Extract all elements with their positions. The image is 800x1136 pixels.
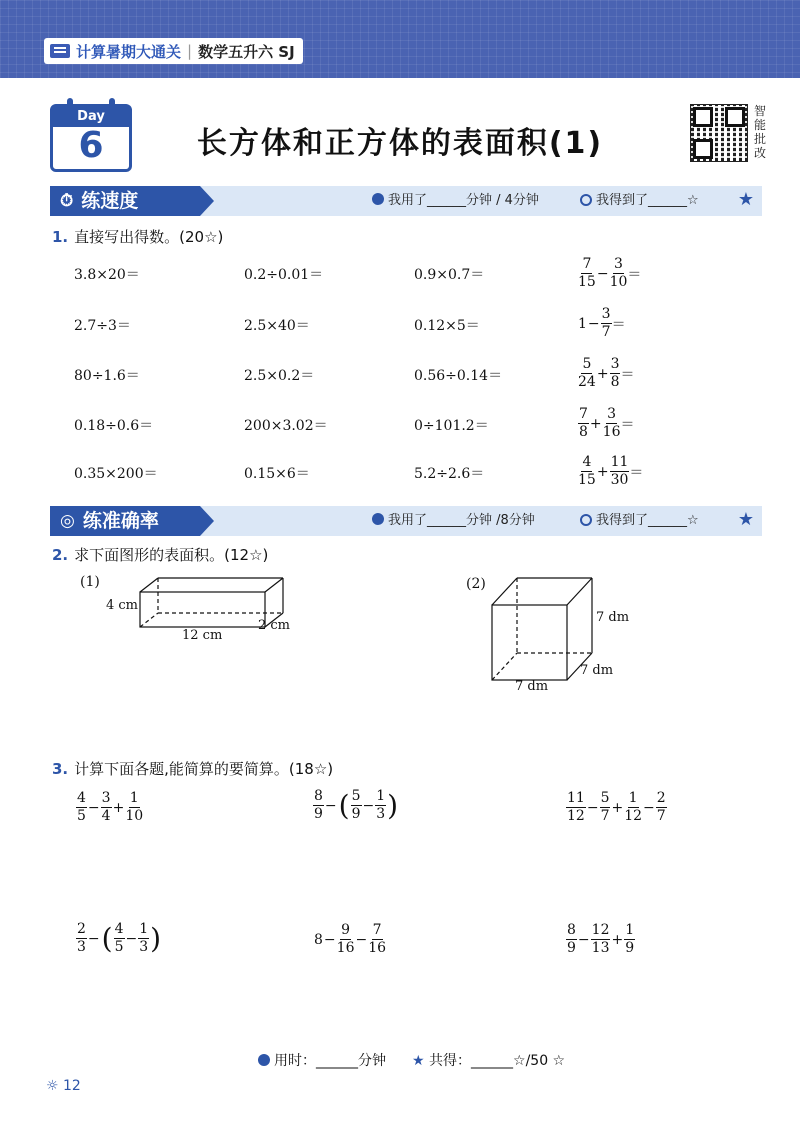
section-accuracy-tag <box>50 506 200 536</box>
question-2-prompt: 2. 求下面图形的表面积。(12☆) <box>52 546 269 564</box>
sun-icon: ☼ <box>46 1078 59 1094</box>
section-speed-tag <box>50 186 200 216</box>
q1-fraction-item: 1 − $\frac{3}{7}$ ＝ <box>578 306 626 340</box>
section-speed-bar <box>50 186 762 216</box>
q1-item: 0.9×0.7＝ <box>414 267 485 283</box>
series-separator: | <box>187 42 193 60</box>
q1-item: 0.56÷0.14＝ <box>414 368 503 384</box>
q3-expression-4: $\frac{2}{3}$ − ( $\frac{4}{5}$ − $\frac{1}{3}$ ) <box>77 921 162 955</box>
q1-item: 3.8×20＝ <box>74 267 140 283</box>
footer-total: ★ 共得：______☆/50 ☆ <box>412 1053 566 1069</box>
q1-item: 0.35×200＝ <box>74 466 158 482</box>
q3-expression-5: 8 − $\frac{9}{16}$ − $\frac{7}{16}$ <box>314 922 387 956</box>
q1-fraction-item: $\frac{7}{15}$ − $\frac{3}{10}$ ＝ <box>578 256 642 290</box>
section-accuracy-score: 我得到了______☆ <box>580 506 699 536</box>
check-icon <box>580 194 592 206</box>
q1-item: 2.5×40＝ <box>244 318 310 334</box>
q1-item: 80÷1.6＝ <box>74 368 140 384</box>
q1-fraction-item: $\frac{4}{15}$ + $\frac{11}{30}$ ＝ <box>578 454 644 488</box>
q1-item: 0.18÷0.6＝ <box>74 418 154 434</box>
clock-icon <box>258 1054 270 1066</box>
check-icon <box>580 514 592 526</box>
section-accuracy-time: 我用了______分钟 /8分钟 <box>372 506 535 536</box>
question-1-prompt: 1. 直接写出得数。(20☆) <box>52 228 224 246</box>
section-speed-title: 练速度 <box>81 190 139 212</box>
page-title: 长方体和正方体的表面积(1) <box>196 126 604 161</box>
stopwatch-icon: ⏱ <box>60 191 74 211</box>
clock-icon <box>372 513 384 525</box>
cuboid-width-label: 2 cm <box>258 618 291 633</box>
day-label: Day <box>53 107 129 127</box>
stars-icon: ★ <box>737 509 754 530</box>
series-title: 计算暑期大通关 <box>76 42 182 61</box>
q1-fraction-item: $\frac{5}{24}$ + $\frac{3}{8}$ ＝ <box>578 356 635 390</box>
q3-expression-2: $\frac{8}{9}$ − ( $\frac{5}{9}$ − $\frac{1}{3}$ ) <box>314 788 399 822</box>
star-icon: ★ <box>412 1053 425 1069</box>
q1-fraction-item: $\frac{7}{8}$ + $\frac{3}{16}$ ＝ <box>579 406 635 440</box>
stars-icon: ★ <box>737 189 754 210</box>
cuboid-length-label: 12 cm <box>182 628 223 643</box>
q3-expression-1: $\frac{4}{5}$ − $\frac{3}{4}$ + $\frac{1}{10}$ <box>77 790 144 824</box>
figure-2-label: (2) <box>466 576 486 592</box>
cube-depth-label: 7 dm <box>580 663 614 678</box>
figure-1-label: (1) <box>80 574 100 590</box>
series-tab <box>44 38 303 64</box>
series-subtitle: 数学五升六 SJ <box>198 42 295 61</box>
q1-item: 0.15×6＝ <box>244 466 310 482</box>
section-speed-time: 我用了______分钟 / 4分钟 <box>372 186 539 216</box>
target-icon: ◎ <box>60 511 75 531</box>
section-accuracy-title: 练准确率 <box>82 510 159 532</box>
cube-height-label: 7 dm <box>596 610 630 625</box>
qr-label: 智能批改 <box>754 104 767 160</box>
clock-icon <box>372 193 384 205</box>
q3-expression-6: $\frac{8}{9}$ − $\frac{12}{13}$ + $\frac{1}{9}$ <box>567 922 635 956</box>
cube-length-label: 7 dm <box>515 679 549 694</box>
q1-item: 0.12×5＝ <box>414 318 480 334</box>
section-speed-score: 我得到了______☆ <box>580 186 699 216</box>
footer-time: 用时：______分钟 <box>258 1050 386 1070</box>
q1-item: 2.7÷3＝ <box>74 318 131 334</box>
q1-item: 5.2÷2.6＝ <box>414 466 485 482</box>
q1-item: 0.2÷0.01＝ <box>244 267 324 283</box>
section-accuracy-bar <box>50 506 762 536</box>
book-icon <box>50 44 70 58</box>
qr-code-icon[interactable] <box>690 104 748 162</box>
q1-item: 0÷101.2＝ <box>414 418 489 434</box>
cuboid-height-label: 4 cm <box>106 598 139 613</box>
question-3-prompt: 3. 计算下面各题,能简算的要简算。(18☆) <box>52 760 334 778</box>
page-number: ☼ 12 <box>46 1078 81 1094</box>
q3-expression-3: $\frac{11}{12}$ − $\frac{5}{7}$ + $\frac{1}{12}$ − $\frac{2}{7}$ <box>567 790 666 824</box>
q1-item: 200×3.02＝ <box>244 418 328 434</box>
q1-item: 2.5×0.2＝ <box>244 368 315 384</box>
day-number: 6 <box>78 125 104 166</box>
